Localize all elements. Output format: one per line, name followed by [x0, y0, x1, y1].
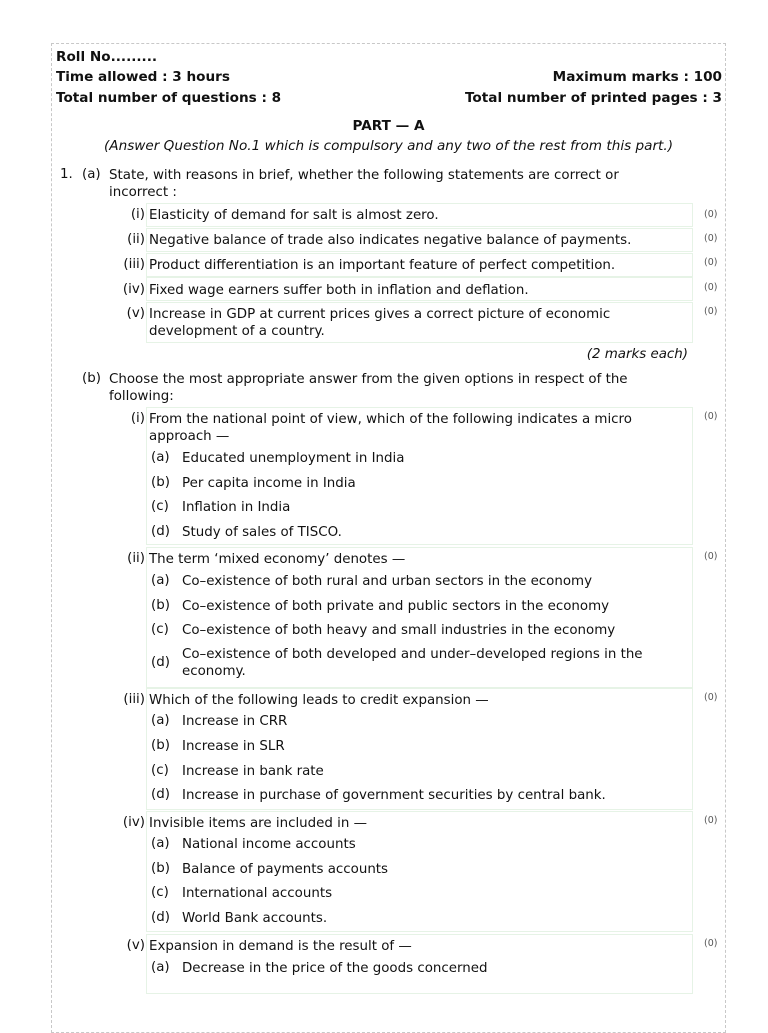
- marks-note: (2 marks each): [586, 347, 688, 362]
- mcq-number: (iii): [123, 692, 145, 707]
- option-label: (b): [151, 598, 170, 613]
- option-text: Balance of payments accounts: [182, 862, 389, 877]
- mcq-question: Invisible items are included in —: [149, 816, 368, 831]
- marks-indicator: (0): [704, 411, 718, 422]
- option-label: (c): [151, 885, 169, 900]
- questions-pages-row: [56, 90, 722, 106]
- option-label: (a): [151, 450, 170, 465]
- roll-no-row: [56, 49, 722, 65]
- part-instruction: (Answer Question No.1 which is compulsory and any two of the rest from this part.): [103, 138, 673, 154]
- option-label: (a): [151, 836, 170, 851]
- option-label: (d): [151, 524, 170, 539]
- time-marks-row: [56, 69, 722, 85]
- option-label: (b): [151, 738, 170, 753]
- option-text: Educated unemployment in India: [182, 451, 405, 466]
- marks-indicator: (0): [704, 257, 718, 268]
- question-number: 1.: [60, 167, 73, 182]
- option-label: (a): [151, 713, 170, 728]
- option-label: (c): [151, 499, 169, 514]
- part-title: PART — A: [352, 118, 425, 134]
- max-marks: Maximum marks : 100: [552, 69, 722, 85]
- statement-number: (iii): [123, 257, 145, 272]
- option-text: Per capita income in India: [182, 476, 356, 491]
- option-text: Increase in CRR: [182, 714, 288, 729]
- option-text: Co–existence of both rural and urban sectors in the economy: [182, 574, 593, 589]
- part-b-label: (b): [82, 371, 101, 386]
- printed-pages: Total number of printed pages : 3: [464, 90, 722, 106]
- mcq-number: (ii): [127, 551, 145, 566]
- marks-indicator: (0): [704, 233, 718, 244]
- statement-text: Elasticity of demand for salt is almost zero.: [149, 208, 439, 223]
- option-text: Increase in bank rate: [182, 764, 324, 779]
- option-label: (d): [151, 787, 170, 802]
- mcq-number: (iv): [122, 815, 145, 830]
- mcq-question: The term ‘mixed economy’ denotes —: [149, 552, 406, 567]
- statement-number: (ii): [127, 232, 145, 247]
- marks-indicator: (0): [704, 306, 718, 317]
- part-a-label: (a): [82, 167, 101, 182]
- marks-indicator: (0): [704, 209, 718, 220]
- option-text: World Bank accounts.: [182, 911, 328, 926]
- option-text: Decrease in the price of the goods concerned: [182, 961, 488, 976]
- time-allowed: Time allowed : 3 hours: [56, 69, 230, 85]
- exam-page: [51, 43, 726, 1033]
- statement-number: (iv): [122, 282, 145, 297]
- option-text: Co–existence of both private and public sectors in the economy: [182, 599, 610, 614]
- mcq-number: (i): [130, 411, 145, 426]
- option-text: Increase in purchase of government securities by central bank.: [182, 788, 606, 803]
- total-questions: Total number of questions : 8: [56, 90, 282, 106]
- option-label: (d): [151, 655, 170, 670]
- statement-text: Fixed wage earners suffer both in inflation and deflation.: [149, 283, 529, 298]
- option-text: International accounts: [182, 886, 333, 901]
- marks-indicator: (0): [704, 551, 718, 562]
- part-a-text: State, with reasons in brief, whether the following statements are correct or incorrect :: [109, 168, 619, 200]
- part-b-text: Choose the most appropriate answer from the given options in respect of the following:: [109, 372, 628, 404]
- option-label: (b): [151, 475, 170, 490]
- statement-text: Negative balance of trade also indicates negative balance of payments.: [149, 233, 632, 248]
- marks-indicator: (0): [704, 282, 718, 293]
- option-text: Co–existence of both developed and under–developed regions in the economy.: [182, 647, 643, 679]
- mcq-number: (v): [126, 938, 145, 953]
- option-text: Increase in SLR: [182, 739, 285, 754]
- marks-indicator: (0): [704, 938, 718, 949]
- marks-indicator: (0): [704, 815, 718, 826]
- option-label: (b): [151, 861, 170, 876]
- option-text: Co–existence of both heavy and small industries in the economy: [182, 623, 616, 638]
- roll-no: Roll No.........: [56, 49, 158, 65]
- option-text: Study of sales of TISCO.: [182, 525, 342, 540]
- statement-text: Product differentiation is an important feature of perfect competition.: [149, 258, 616, 273]
- option-text: Inflation in India: [182, 500, 291, 515]
- option-label: (d): [151, 910, 170, 925]
- mcq-question: Which of the following leads to credit expansion —: [149, 693, 489, 708]
- statement-number: (i): [130, 207, 145, 222]
- mcq-question: From the national point of view, which of the following indicates a micro approach —: [149, 412, 632, 444]
- mcq-question: Expansion in demand is the result of —: [149, 939, 412, 954]
- option-text: National income accounts: [182, 837, 356, 852]
- statement-text: Increase in GDP at current prices gives a correct picture of economic development of a country.: [149, 307, 611, 339]
- option-label: (c): [151, 622, 169, 637]
- option-label: (c): [151, 763, 169, 778]
- option-label: (a): [151, 573, 170, 588]
- statement-number: (v): [126, 306, 145, 321]
- option-label: (a): [151, 960, 170, 975]
- marks-indicator: (0): [704, 692, 718, 703]
